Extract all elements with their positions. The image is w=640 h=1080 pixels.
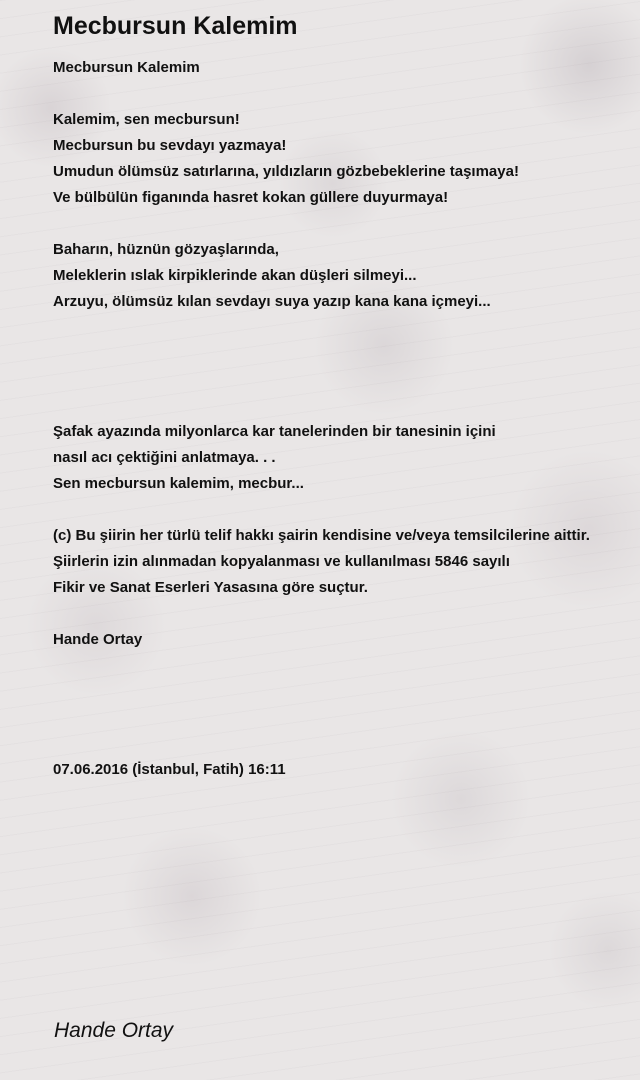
blank-line bbox=[53, 81, 613, 107]
blank-line bbox=[53, 679, 613, 705]
blank-line bbox=[53, 211, 613, 237]
poem-subtitle: Mecbursun Kalemim bbox=[53, 59, 200, 76]
blank-line bbox=[53, 367, 613, 393]
blank-line bbox=[53, 731, 613, 757]
poem-line: Baharın, hüznün gözyaşlarında, bbox=[53, 241, 279, 258]
blank-line bbox=[53, 393, 613, 419]
poem-line: Meleklerin ıslak kirpiklerinde akan düşleri silmeyi... bbox=[53, 267, 417, 284]
poem-line: nasıl acı çektiğini anlatmaya. . . bbox=[53, 449, 276, 466]
poem-line: Umudun ölümsüz satırlarına, yıldızların gözbebeklerine taşımaya! bbox=[53, 163, 519, 180]
poem-line: Şafak ayazında milyonlarca kar tanelerinden bir tanesinin içini bbox=[53, 423, 496, 440]
blank-line bbox=[53, 601, 613, 627]
poem-title: Mecbursun Kalemim bbox=[53, 12, 298, 40]
blank-line bbox=[53, 315, 613, 341]
blank-line bbox=[53, 341, 613, 367]
poem-line: Arzuyu, ölümsüz kılan sevdayı suya yazıp kana kana içmeyi... bbox=[53, 293, 491, 310]
poem-line: Kalemim, sen mecbursun! bbox=[53, 111, 240, 128]
copyright-notice: (c) Bu şiirin her türlü telif hakkı şairin kendisine ve/veya temsilcilerine aittir. bbox=[53, 527, 590, 544]
blank-line bbox=[53, 497, 613, 523]
author-signature: Hande Ortay bbox=[54, 1019, 174, 1042]
poem-line: Mecbursun bu sevdayı yazmaya! bbox=[53, 137, 287, 154]
poem-line: Ve bülbülün figanında hasret kokan güllere duyurmaya! bbox=[53, 189, 449, 206]
poem-body bbox=[53, 55, 613, 783]
author-name: Hande Ortay bbox=[53, 631, 143, 648]
blank-line bbox=[53, 653, 613, 679]
copyright-notice: Şiirlerin izin alınmadan kopyalanması ve kullanılması 5846 sayılı bbox=[53, 553, 510, 570]
blank-line bbox=[53, 705, 613, 731]
copyright-notice: Fikir ve Sanat Eserleri Yasasına göre suçtur. bbox=[53, 579, 368, 596]
date-location: 07.06.2016 (İstanbul, Fatih) 16:11 bbox=[53, 761, 286, 778]
poem-line: Sen mecbursun kalemim, mecbur... bbox=[53, 475, 304, 492]
